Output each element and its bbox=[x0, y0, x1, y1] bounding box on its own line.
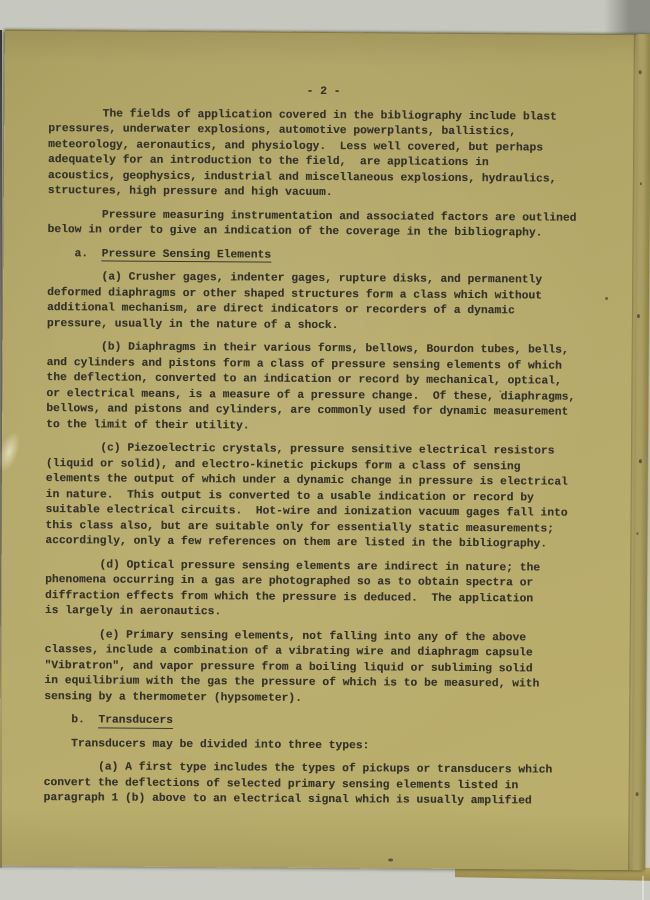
text-line: sensing by a thermometer (hypsometer). bbox=[44, 690, 302, 705]
text-line: (b) Diaphragms in their various forms, bellows, Bourdon tubes, bells, bbox=[46, 341, 569, 357]
text-line: (liquid or solid), and electro-kinetic pickups form a class of sensing bbox=[45, 457, 521, 473]
text-line: to the limit of their utility. bbox=[46, 418, 250, 432]
text-line: pressures, underwater explosions, automotive powerplants, ballistics, bbox=[48, 123, 517, 139]
text-line: below in order to give an indication of the coverage in the bibliography. bbox=[47, 224, 543, 240]
paragraph bbox=[47, 208, 649, 243]
text-line: Pressure measuring instrumentation and associated factors are outlined bbox=[47, 208, 577, 225]
heading-line bbox=[47, 247, 649, 267]
text-line: (a) A first type includes the types of pickups or transducers which bbox=[43, 761, 553, 777]
text-line: deformed diaphragms or other shaped structures form a class which without bbox=[47, 286, 543, 303]
text-line: Transducers may be divided into three types: bbox=[43, 737, 370, 752]
heading-title: Transducers bbox=[98, 714, 173, 727]
paragraph bbox=[44, 760, 646, 811]
text-line: meteorology, aeronautics, and physiology. Less well covered, but perhaps bbox=[48, 138, 544, 155]
text-line: convert the deflections of selected primary sensing elements listed in bbox=[43, 776, 519, 792]
page-number: - 2 - bbox=[306, 85, 341, 99]
text-line: (c) Piezoelectric crystals, pressure sensitive electrical resistors bbox=[45, 442, 555, 458]
text-line: phenomena occurring in a gas are photographed so as to obtain spectra or bbox=[45, 574, 534, 590]
text-line: bellows, and pistons and cylinders, are commonly used for dynamic measurement bbox=[46, 403, 569, 419]
text-line: (d) Optical pressure sensing elements are indirect in nature; the bbox=[45, 558, 541, 575]
section-heading bbox=[44, 713, 646, 733]
paragraph bbox=[44, 628, 647, 710]
text-line: The fields of application covered in the bibliography include blast bbox=[48, 107, 557, 124]
text-line: diffraction effects from which the pressure is deduced. The application bbox=[44, 589, 534, 605]
text-blocks bbox=[44, 107, 650, 811]
heading-prefix: b. bbox=[44, 714, 99, 727]
text-line: in equilibrium with the gas the pressure of which is to be measured, with bbox=[44, 675, 540, 691]
text-line: accordingly, only a few references on them are listed in the bibliography. bbox=[45, 535, 548, 551]
text-line: classes, include a combination of a vibrating wire and diaphragm capsule bbox=[44, 644, 533, 660]
paragraph bbox=[47, 270, 649, 336]
heading-line bbox=[44, 713, 646, 733]
text-line: additional mechanism, are direct indicators or recorders of a dynamic bbox=[46, 302, 515, 318]
text-line: adequately for an introduction to the field, are applications in bbox=[47, 154, 489, 170]
paragraph bbox=[46, 340, 649, 437]
text-line: and cylinders and pistons form a class of pressure sensing elements of which bbox=[46, 356, 562, 373]
paragraph bbox=[45, 558, 647, 624]
text-line: paragraph 1 (b) above to an electrical signal which is usually amplified bbox=[43, 792, 532, 808]
text-line: (a) Crusher gages, indenter gages, rupture disks, and permanently bbox=[47, 271, 543, 287]
text-line: the deflection, converted to an indication or record by mechanical, optical, bbox=[46, 372, 562, 388]
document-page bbox=[0, 30, 650, 870]
text-line: acoustics, geophysics, industrial and miscellaneous explosions, hydraulics, bbox=[47, 169, 557, 186]
text-line: structures, high pressure and high vacuum. bbox=[47, 185, 333, 200]
text-line: pressure, usually in the nature of a shock. bbox=[46, 317, 339, 332]
text-line: elements the output of which under a dynamic change in pressure is electrical bbox=[45, 473, 568, 489]
scanner-glass-edge bbox=[642, 876, 644, 900]
text-line: or electrical means, is a measure of a pressure change. Of these, diaphragms, bbox=[46, 387, 576, 404]
heading-title: Pressure Sensing Elements bbox=[101, 247, 272, 262]
paragraph bbox=[45, 441, 648, 554]
text-line: "Vibratron", and vapor pressure from a boiling liquid or subliming solid bbox=[44, 659, 533, 675]
section-heading bbox=[47, 247, 649, 267]
text-line: (e) Primary sensing elements, not falling into any of the above bbox=[44, 628, 527, 644]
paragraph bbox=[44, 737, 646, 757]
paragraph bbox=[48, 107, 650, 204]
heading-prefix: a. bbox=[47, 247, 102, 260]
typewritten-text-column bbox=[0, 30, 650, 870]
page-left-edge-shadow bbox=[0, 30, 2, 868]
text-line: is largely in aeronautics. bbox=[44, 605, 222, 619]
text-line: suitable electrical circuits. Hot-wire and ionization vacuum gages fall into bbox=[45, 504, 568, 520]
scanner-shadow-top-right bbox=[604, 0, 650, 36]
text-line: in nature. This output is converted to a usable indication or record by bbox=[45, 488, 534, 504]
text-line: this class also, but are suitable only for essentially static measurements; bbox=[45, 519, 554, 536]
